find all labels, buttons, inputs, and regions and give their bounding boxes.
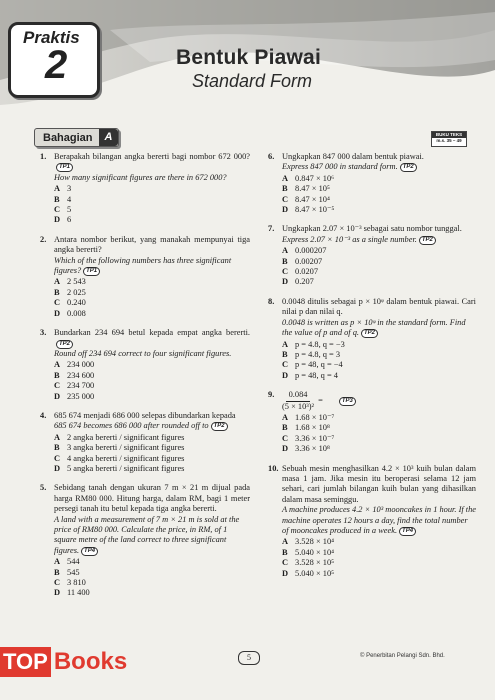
option-letter: B bbox=[54, 567, 60, 577]
answer-option bbox=[282, 360, 476, 370]
option-value: 2 angka bererti / significant figures bbox=[67, 432, 185, 442]
option-letter: D bbox=[282, 370, 289, 380]
option-letter: A bbox=[54, 557, 61, 567]
question-text-malay-content: Sebuah mesin menghasilkan 4.2 × 10³ kuih bulan dalam masa 1 jam. Jika mesin itu beroperasi selama 12 jam sehari, cari jumlah bilangan kuih bulan yang dihasilkan dalam masa seminggu. bbox=[282, 463, 476, 504]
option-letter: C bbox=[54, 453, 61, 463]
section-label: Bahagian bbox=[43, 131, 93, 144]
question-text-english-content: Round off 234 694 correct to four significant figures. bbox=[54, 348, 232, 358]
option-letter: A bbox=[282, 537, 289, 547]
option-letter: D bbox=[282, 277, 289, 287]
answer-option bbox=[282, 277, 476, 287]
question-item bbox=[268, 297, 476, 381]
tp-level-badge: TP3 bbox=[339, 397, 356, 406]
option-value: 3 angka bererti / significant figures bbox=[67, 443, 185, 453]
option-letter: C bbox=[282, 558, 289, 568]
tp-level-badge: TP2 bbox=[211, 422, 228, 431]
answer-options bbox=[54, 277, 250, 319]
question-text-english-content: Express 847 000 in standard form. bbox=[282, 162, 398, 172]
option-value: 234 000 bbox=[67, 360, 95, 370]
answer-option bbox=[54, 464, 250, 474]
option-value: 0.000207 bbox=[295, 246, 327, 256]
tp-level-badge: TP2 bbox=[56, 340, 73, 349]
textbook-reference bbox=[431, 131, 467, 147]
option-value: 544 bbox=[67, 557, 80, 567]
option-value: 8.47 × 10⁴ bbox=[295, 194, 330, 204]
option-value: 0.847 × 10⁶ bbox=[295, 173, 335, 183]
option-letter: A bbox=[282, 412, 289, 422]
question-item bbox=[40, 328, 250, 402]
option-value: 3.36 × 10⁻⁷ bbox=[295, 433, 335, 443]
option-letter: B bbox=[282, 256, 288, 266]
option-letter: B bbox=[282, 349, 288, 359]
option-letter: C bbox=[282, 194, 289, 204]
option-letter: B bbox=[282, 423, 288, 433]
answer-options bbox=[54, 557, 250, 599]
answer-option bbox=[282, 340, 476, 350]
header-band bbox=[0, 0, 495, 118]
option-value: 1.68 × 10⁻⁷ bbox=[295, 412, 335, 422]
answer-option bbox=[282, 444, 476, 454]
option-value: 3 810 bbox=[67, 578, 86, 588]
answer-options bbox=[54, 433, 250, 475]
answer-option bbox=[54, 578, 250, 588]
option-value: 8.47 × 10⁵ bbox=[295, 184, 330, 194]
question-item bbox=[268, 390, 476, 454]
option-value: 234 700 bbox=[67, 381, 95, 391]
question-number: 7. bbox=[268, 224, 275, 234]
option-value: 3.528 × 10⁴ bbox=[295, 537, 335, 547]
question-item bbox=[268, 464, 476, 579]
answer-option bbox=[282, 267, 476, 277]
answer-option bbox=[54, 381, 250, 391]
option-value: 0.207 bbox=[295, 277, 314, 287]
question-text-malay bbox=[54, 235, 250, 256]
option-letter: A bbox=[54, 277, 61, 287]
section-tab bbox=[34, 128, 119, 147]
option-letter: A bbox=[282, 246, 289, 256]
option-letter: C bbox=[282, 267, 289, 277]
option-letter: D bbox=[54, 588, 61, 598]
question-number: 9. bbox=[268, 390, 275, 400]
question-text-english bbox=[54, 515, 250, 557]
answer-option bbox=[282, 434, 476, 444]
question-text-english-content: Which of the following numbers has three significant figures? bbox=[54, 255, 232, 276]
question-text-english bbox=[54, 256, 250, 277]
option-value: 1.68 × 10⁸ bbox=[295, 423, 330, 433]
option-letter: C bbox=[54, 298, 61, 308]
fraction-denominator: (5 × 10³)² bbox=[282, 401, 315, 411]
question-text-malay-content: Ungkapkan 2.07 × 10⁻³ sebagai satu nombor tunggal. bbox=[282, 224, 462, 234]
option-value: 11 400 bbox=[67, 588, 90, 598]
answer-options bbox=[282, 174, 476, 216]
section-letter: A bbox=[99, 129, 119, 146]
answer-option bbox=[282, 184, 476, 194]
question-text-english-content: Express 2.07 × 10⁻³ as a single number. bbox=[282, 234, 417, 244]
question-text-malay-content: Bundarkan 234 694 betul kepada empat angka bererti. bbox=[54, 328, 250, 338]
question-number: 1. bbox=[40, 152, 47, 161]
answer-option bbox=[54, 184, 250, 194]
option-value: 5.040 × 10⁴ bbox=[295, 547, 335, 557]
left-column bbox=[40, 152, 250, 608]
question-text-english bbox=[282, 318, 476, 339]
option-value: 3 bbox=[67, 184, 72, 194]
title-malay: Bentuk Piawai bbox=[176, 46, 321, 69]
option-value: p = 4.8, q = 3 bbox=[295, 349, 341, 359]
question-text-malay bbox=[54, 411, 250, 421]
watermark-books: Books bbox=[53, 648, 128, 675]
fraction-expression bbox=[282, 390, 476, 412]
option-letter: D bbox=[282, 444, 289, 454]
answer-options bbox=[282, 340, 476, 382]
answer-option bbox=[282, 195, 476, 205]
option-letter: D bbox=[282, 568, 289, 578]
page-number: 5 bbox=[238, 651, 260, 665]
question-text-malay bbox=[282, 464, 476, 506]
answer-option bbox=[54, 215, 250, 225]
question-text-malay bbox=[54, 328, 250, 349]
option-value: 0.240 bbox=[67, 298, 86, 308]
option-letter: B bbox=[54, 287, 60, 297]
textbook-pages: m.s. 35 – 49 bbox=[436, 138, 462, 143]
option-value: 2 543 bbox=[67, 277, 86, 287]
question-text-malay-content: Antara nombor berikut, yang manakah mempunyai tiga angka bererti? bbox=[54, 234, 250, 255]
right-column bbox=[268, 152, 476, 588]
question-text-malay bbox=[282, 224, 476, 234]
copyright: © Penerbitan Pelangi Sdn. Bhd. bbox=[360, 653, 445, 659]
option-value: 0.0207 bbox=[295, 267, 319, 277]
answer-option bbox=[282, 423, 476, 433]
answer-option bbox=[282, 257, 476, 267]
question-text-english bbox=[282, 235, 476, 245]
question-text-english bbox=[54, 421, 250, 431]
question-text-malay-content: 0.0048 ditulis sebagai p × 10ᵠ dalam bentuk piawai. Cari nilai p dan nilai q. bbox=[282, 296, 476, 317]
question-text-malay-content: Berapakah bilangan angka bererti bagi nombor 672 000? bbox=[54, 152, 250, 161]
option-value: 4 angka bererti / significant figures bbox=[67, 453, 185, 463]
answer-option bbox=[282, 205, 476, 215]
option-value: 5 bbox=[67, 205, 72, 215]
option-letter: D bbox=[54, 308, 61, 318]
answer-options bbox=[54, 360, 250, 402]
option-letter: A bbox=[282, 173, 289, 183]
question-number: 8. bbox=[268, 296, 275, 306]
option-value: 2 025 bbox=[67, 287, 86, 297]
option-value: 0.00207 bbox=[295, 256, 323, 266]
option-letter: C bbox=[54, 578, 61, 588]
option-letter: B bbox=[282, 547, 288, 557]
question-number: 5. bbox=[40, 483, 47, 493]
option-value: 234 600 bbox=[67, 370, 95, 380]
answer-option bbox=[282, 548, 476, 558]
question-item bbox=[268, 152, 476, 215]
option-letter: C bbox=[54, 205, 61, 215]
watermark-logo bbox=[0, 646, 127, 678]
question-text-malay bbox=[282, 297, 476, 318]
option-letter: B bbox=[282, 184, 288, 194]
question-text-english-content: How many significant figures are there in 672 000? bbox=[54, 172, 227, 182]
option-letter: C bbox=[282, 360, 289, 370]
textbook-label: BUKU TEKS bbox=[432, 132, 466, 138]
question-text-english-content: 685 674 becomes 686 000 after rounded off to bbox=[54, 421, 209, 431]
answer-option bbox=[54, 568, 250, 578]
question-text-english bbox=[282, 162, 476, 172]
answer-option bbox=[282, 246, 476, 256]
question-text-malay-content: 685 674 menjadi 686 000 selepas dibundarkan kepada bbox=[54, 410, 236, 420]
option-value: p = 4.8, q = −3 bbox=[295, 339, 345, 349]
answer-option bbox=[54, 392, 250, 402]
fraction-numerator: 0.084 bbox=[286, 390, 311, 401]
answer-option bbox=[282, 558, 476, 568]
question-text-english-content: A machine produces 4.2 × 10³ mooncakes in 1 hour. If the machine operates 12 hours a day, find the total number of mooncakes produced in a week. bbox=[282, 505, 477, 535]
answer-option bbox=[282, 537, 476, 547]
answer-option bbox=[54, 309, 250, 319]
option-value: 545 bbox=[67, 567, 80, 577]
question-text-malay bbox=[282, 152, 476, 162]
answer-option bbox=[54, 195, 250, 205]
answer-options bbox=[282, 537, 476, 579]
option-value: 0.008 bbox=[67, 308, 86, 318]
question-text-english-content: A land with a measurement of 7 m × 21 m is sold at the price of RM80 000. Calculate the price, in RM, of 1 square metre of the land correct to three significant figures. bbox=[54, 514, 240, 555]
option-value: 5.040 × 10⁵ bbox=[295, 568, 335, 578]
option-value: p = 48, q = −4 bbox=[295, 360, 343, 370]
tp-level-badge: TP4 bbox=[399, 527, 416, 536]
option-letter: D bbox=[54, 215, 61, 225]
option-letter: A bbox=[54, 360, 61, 370]
question-text-english-content: 0.0048 is written as p × 10ᵠ in the standard form. Find the value of p and of q. bbox=[282, 317, 466, 338]
option-value: 6 bbox=[67, 215, 72, 225]
question-number: 10. bbox=[268, 463, 279, 473]
answer-option bbox=[282, 174, 476, 184]
answer-option bbox=[54, 360, 250, 370]
option-letter: A bbox=[54, 184, 61, 194]
option-letter: C bbox=[282, 433, 289, 443]
option-letter: B bbox=[54, 370, 60, 380]
question-text-english bbox=[282, 505, 476, 536]
question-number: 4. bbox=[40, 410, 47, 420]
tp-level-badge: TP1 bbox=[56, 163, 73, 172]
question-item bbox=[40, 152, 250, 226]
option-letter: C bbox=[54, 381, 61, 391]
answer-option bbox=[282, 350, 476, 360]
answer-option bbox=[54, 454, 250, 464]
answer-option bbox=[54, 288, 250, 298]
watermark-top: TOP bbox=[0, 647, 51, 677]
answer-option bbox=[54, 298, 250, 308]
question-item bbox=[268, 224, 476, 287]
question-item bbox=[40, 483, 250, 598]
answer-option bbox=[282, 371, 476, 381]
option-value: p = 48, q = 4 bbox=[295, 370, 338, 380]
question-number: 3. bbox=[40, 328, 47, 338]
answer-option bbox=[54, 557, 250, 567]
praktis-label: Praktis bbox=[23, 28, 80, 47]
question-number: 2. bbox=[40, 234, 47, 244]
option-letter: B bbox=[54, 194, 60, 204]
question-text-malay-content: Sebidang tanah dengan ukuran 7 m × 21 m dijual pada harga RM80 000. Hitung harga, dalam RM, bagi 1 meter persegi tanah itu betul kepada tiga angka bererti. bbox=[54, 483, 250, 514]
option-letter: B bbox=[54, 443, 60, 453]
option-value: 4 bbox=[67, 194, 72, 204]
option-letter: A bbox=[54, 432, 61, 442]
answer-option bbox=[54, 443, 250, 453]
option-value: 5 angka bererti / significant figures bbox=[67, 463, 185, 473]
tp-level-badge: TP2 bbox=[361, 329, 378, 338]
question-item bbox=[40, 411, 250, 474]
option-letter: A bbox=[282, 339, 289, 349]
answer-option bbox=[54, 205, 250, 215]
question-text-english bbox=[54, 173, 250, 183]
option-letter: D bbox=[54, 463, 61, 473]
answer-option bbox=[282, 413, 476, 423]
praktis-number: 2 bbox=[45, 43, 68, 87]
option-value: 8.47 × 10⁻⁵ bbox=[295, 205, 335, 215]
equals-sign: = bbox=[318, 395, 323, 405]
answer-options bbox=[54, 184, 250, 226]
option-letter: D bbox=[54, 391, 61, 401]
question-number: 6. bbox=[268, 152, 275, 161]
answer-option bbox=[54, 588, 250, 598]
option-value: 3.36 × 10⁸ bbox=[295, 444, 330, 454]
tp-level-badge: TP2 bbox=[419, 236, 436, 245]
title-english: Standard Form bbox=[192, 71, 313, 91]
answer-option bbox=[54, 433, 250, 443]
answer-options bbox=[282, 413, 476, 455]
tp-level-badge: TP4 bbox=[81, 547, 98, 556]
tp-level-badge: TP2 bbox=[400, 163, 417, 172]
praktis-badge bbox=[8, 22, 100, 98]
answer-options bbox=[282, 246, 476, 288]
tp-level-badge: TP1 bbox=[83, 267, 100, 276]
question-item bbox=[40, 235, 250, 319]
answer-option bbox=[54, 371, 250, 381]
option-value: 235 000 bbox=[67, 391, 95, 401]
fraction bbox=[282, 390, 314, 412]
answer-option bbox=[282, 569, 476, 579]
question-text-malay bbox=[54, 483, 250, 514]
answer-option bbox=[54, 277, 250, 287]
question-text-malay bbox=[54, 152, 250, 173]
option-letter: D bbox=[282, 205, 289, 215]
question-text-english bbox=[54, 349, 250, 359]
option-value: 3.528 × 10⁵ bbox=[295, 558, 335, 568]
question-text-malay-content: Ungkapkan 847 000 dalam bentuk piawai. bbox=[282, 152, 424, 161]
